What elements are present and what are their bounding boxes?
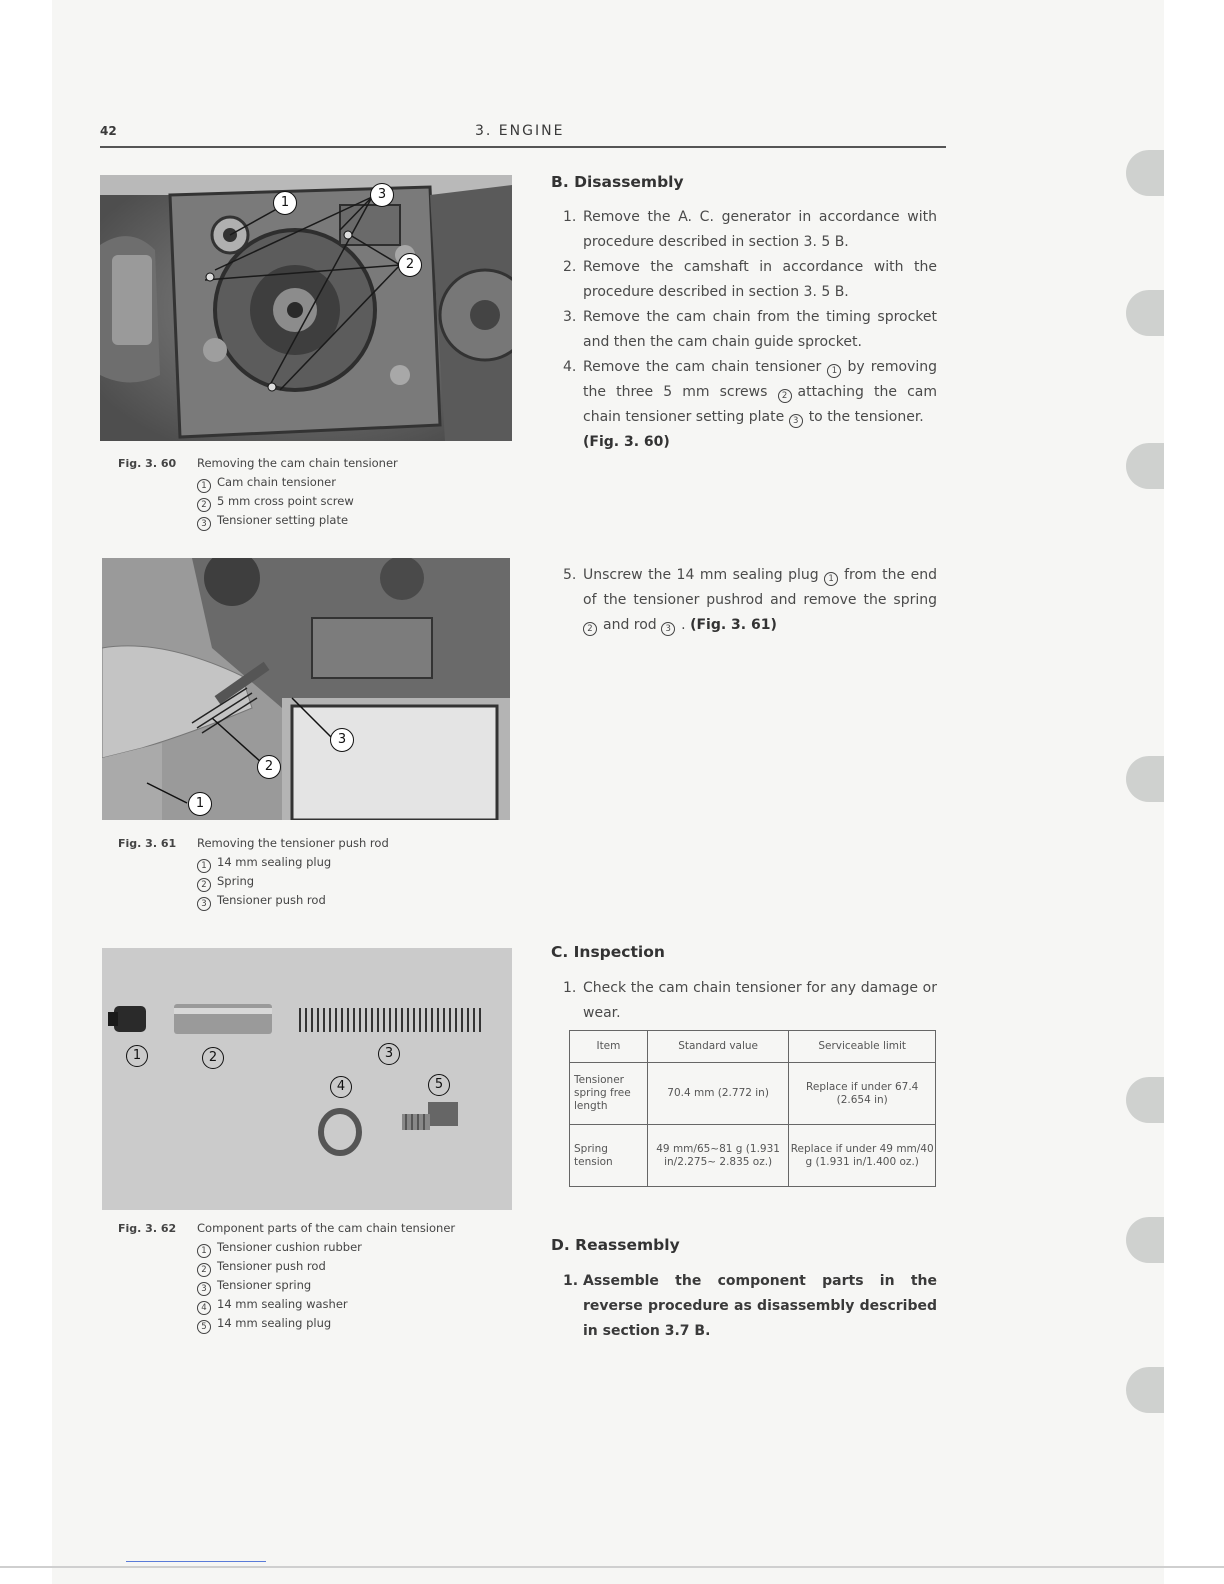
caption-text: Tensioner push rod [217,893,326,907]
marker: 2 [778,389,792,403]
disassembly-step [563,563,937,638]
marker: 1 [197,859,211,873]
step-text: by removing the three 5 mm screws [583,359,937,400]
disassembly-step-5 [563,563,937,638]
marker: 2 [583,622,597,636]
inspection-heading: C. Inspection [551,943,665,961]
step-text: . [681,617,686,633]
step-number: 1. [563,1273,579,1289]
binder-tab [1126,756,1164,802]
callout-3: 3 [378,1043,400,1065]
callout-3: 3 [330,728,354,752]
step-text: to the tensioner. [808,409,924,425]
figure-3-61-photo [102,558,510,820]
disassembly-heading: B. Disassembly [551,173,684,191]
marker: 3 [197,1282,211,1296]
table-header: Item [570,1031,648,1063]
marker: 2 [197,1263,211,1277]
caption-text: 14 mm sealing plug [217,1316,332,1330]
reassembly-heading: D. Reassembly [551,1236,680,1254]
step-number: 4. [563,359,577,375]
marker: 2 [197,498,211,512]
step-number: 3. [563,309,577,325]
caption-item [197,1257,326,1277]
page-number: 42 [100,124,117,138]
callout-5: 5 [428,1074,450,1096]
callout-2: 2 [257,755,281,779]
callout-2: 2 [202,1047,224,1069]
bottom-underline [126,1561,266,1562]
caption-text: Tensioner push rod [217,1259,326,1273]
marker: 3 [197,897,211,911]
caption-item [197,1238,362,1258]
caption-text: 14 mm sealing washer [217,1297,348,1311]
table-header-row [570,1031,936,1063]
caption-text: Tensioner cushion rubber [217,1240,362,1254]
table-cell: 70.4 mm (2.772 in) [647,1063,789,1125]
step-number: 2. [563,259,577,275]
step-text: attaching the cam chain tensioner setting plate [583,384,937,425]
table-header: Standard value [647,1031,789,1063]
caption-text: Tensioner setting plate [217,513,349,527]
disassembly-step [563,205,937,255]
caption-text: Cam chain tensioner [217,475,336,489]
marker: 2 [197,878,211,892]
table-cell: 49 mm/65~81 g (1.931 in/2.275~ 2.835 oz.) [647,1125,789,1187]
marker: 1 [824,572,838,586]
caption-item [197,1314,331,1334]
figure-number: Fig. 3. 60 [118,457,177,470]
figure-number: Fig. 3. 61 [118,837,177,850]
binder-tab [1126,150,1164,196]
callout-3: 3 [370,183,394,207]
caption-item [197,1276,311,1296]
table-header: Serviceable limit [789,1031,936,1063]
marker: 1 [827,364,841,378]
caption-item [197,853,331,873]
binder-tab [1126,1217,1164,1263]
reassembly-step-item [563,1269,937,1344]
figure-number: Fig. 3. 62 [118,1222,177,1235]
callout-1: 1 [126,1045,148,1067]
step-text: Remove the cam chain from the timing sprocket and then the cam chain guide sprocket. [583,309,937,350]
marker: 3 [661,622,675,636]
table-cell: Tensioner spring free length [570,1063,648,1125]
step-number: 1. [563,980,577,996]
figure-3-62-photo [102,948,512,1210]
table-cell: Replace if under 49 mm/40 g (1.931 in/1.400 oz.) [789,1125,936,1187]
marker: 3 [789,414,803,428]
step-text: Check the cam chain tensioner for any damage or wear. [583,980,937,1021]
table-cell: Spring tension [570,1125,648,1187]
marker: 3 [197,517,211,531]
figure-title: Removing the tensioner push rod [197,836,389,850]
chapter-title: 3. ENGINE [475,123,565,139]
disassembly-step [563,305,937,355]
caption-item [197,473,336,493]
marker: 1 [197,479,211,493]
binder-tab [1126,443,1164,489]
table-row [570,1063,936,1125]
callout-1: 1 [188,792,212,816]
caption-item [197,511,348,531]
inspection-step-item [563,976,937,1026]
figure-reference: (Fig. 3. 61) [690,617,777,633]
step-text: Remove the camshaft in accordance with the procedure described in section 3. 5 B. [583,259,937,300]
figure-3-62-caption [118,1219,538,1333]
marker: 1 [197,1244,211,1258]
bottom-border [0,1566,1224,1568]
figure-title: Removing the cam chain tensioner [197,456,398,470]
step-number: 1. [563,209,577,225]
caption-item [197,872,254,892]
callout-4: 4 [330,1076,352,1098]
figure-reference: (Fig. 3. 60) [583,434,670,450]
disassembly-step [563,355,937,455]
figure-3-60-caption [118,454,518,530]
reassembly-step [563,1269,937,1344]
marker: 4 [197,1301,211,1315]
disassembly-steps [563,205,937,455]
caption-item [197,891,326,911]
caption-item [197,492,354,512]
figure-3-60-photo [100,175,512,441]
step-number: 5. [563,567,577,583]
table-row [570,1125,936,1187]
table-cell: Replace if under 67.4 (2.654 in) [789,1063,936,1125]
figure-3-61-caption [118,834,518,910]
step-text: Assemble the component parts in the reverse procedure as disassembly described in section 3.7 B. [583,1273,937,1339]
caption-text: 5 mm cross point screw [217,494,354,508]
inspection-spec-table [569,1030,936,1187]
callout-1: 1 [273,191,297,215]
caption-text: 14 mm sealing plug [217,855,332,869]
step-text: Remove the cam chain tensioner [583,359,822,375]
step-text: Unscrew the 14 mm sealing plug [583,567,819,583]
step-text: and rod [603,617,657,633]
binder-tab [1126,1077,1164,1123]
caption-item [197,1295,348,1315]
figure-title: Component parts of the cam chain tensioner [197,1221,456,1235]
disassembly-step [563,255,937,305]
caption-text: Spring [217,874,255,888]
marker: 5 [197,1320,211,1334]
inspection-step [563,976,937,1026]
step-text: Remove the A. C. generator in accordance with procedure described in section 3. 5 B. [583,209,937,250]
binder-tab [1126,1367,1164,1413]
callout-2: 2 [398,253,422,277]
step-text: from the end of the tensioner pushrod and remove the spring [583,567,937,608]
page-header [100,124,946,148]
caption-text: Tensioner spring [217,1278,312,1292]
binder-tab [1126,290,1164,336]
